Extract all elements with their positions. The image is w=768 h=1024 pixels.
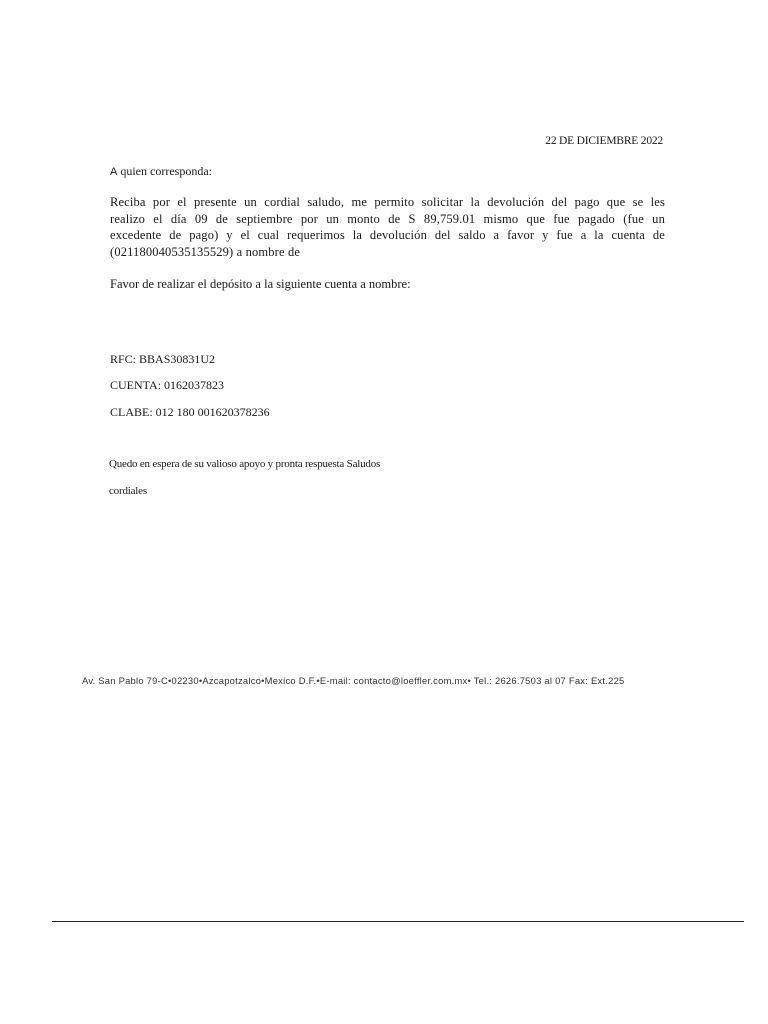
letter-date: 22 DE DICIEMBRE 2022 [545,135,663,147]
salutation [110,164,212,179]
body-paragraph [110,194,665,260]
salutation-lead: A [110,166,118,178]
body-line: (021180040535135529) a nombre de [110,244,301,259]
clabe-line: CLABE: 012 180 001620378236 [110,405,270,419]
body-line: Reciba por el presente un cordial saludo, me permito solicitar la devolución del pago que se les [110,195,665,209]
footer-divider [52,921,744,922]
body-line: excedente de pago) y el cual requerimos la devolución del saldo a favor y fue a la cuenta de [110,228,665,242]
rfc-line: RFC: BBAS30831U2 [110,352,216,366]
closing-line: cordiales [109,485,147,497]
footer-address: Av. San Pablo 79-C•02230•Azcapotzalco•Mexico D.F.•E-mail: contacto@loeffler.com.mx• Tel.: 2626.7503 al 07 Fax: Ext.225 [82,675,625,686]
cuenta-line: CUENTA: 0162037823 [110,378,225,392]
salutation-text: quien corresponda: [117,164,212,178]
deposit-request: Favor de realizar el depósito a la siguiente cuenta a nombre: [110,277,411,291]
closing-line: Quedo en espera de su valioso apoyo y pronta respuesta Saludos [109,458,381,470]
body-line: realizo el día 09 de septiembre por un monto de S 89,759.01 mismo que fue pagado (fue un [110,211,665,226]
